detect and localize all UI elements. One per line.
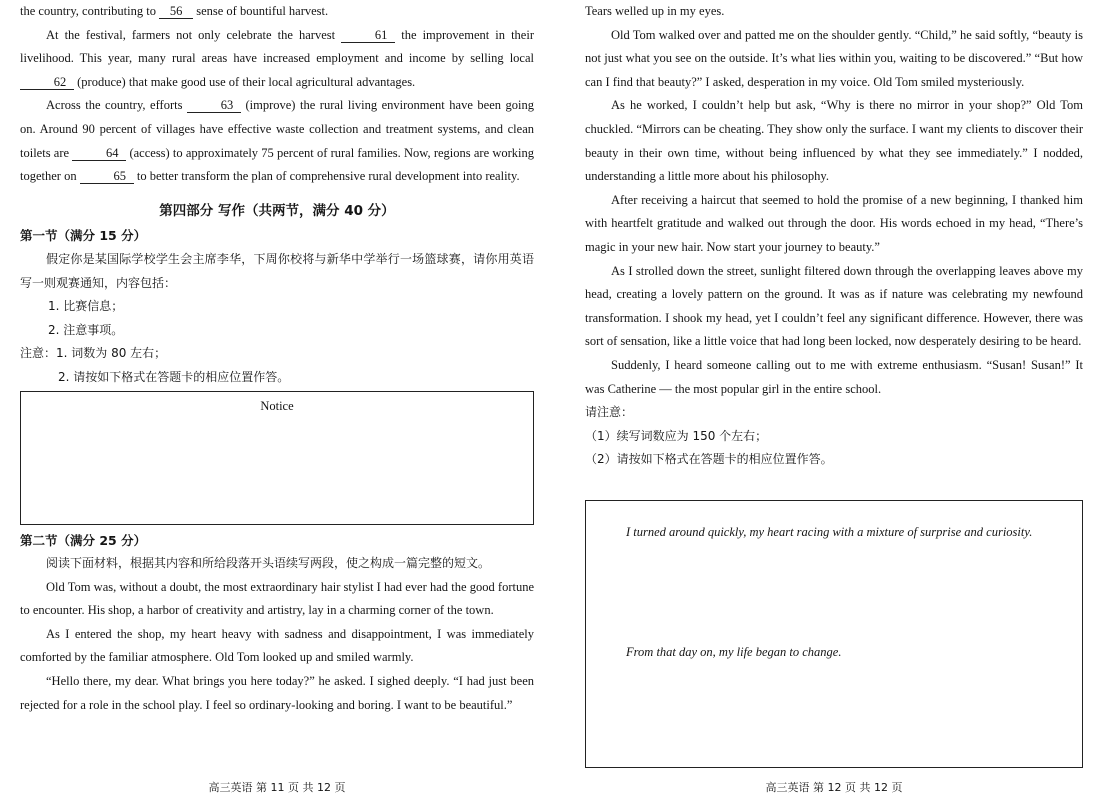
paragraph-rural-environment: Across the country, efforts 63 (improve) the rural living environment have been going on. Around 90 percent of villages have effective waste collection and treatment systems, and clean toilets are 64 (access) to approximately 75 percent of rural families. Now, regions are working together on 65 to better transform the plan of comprehensive rural development into reality. [20,98,534,184]
blank-62: 62 [20,75,74,90]
page-footer-12: 高三英语 第 12 页 共 12 页 [765,781,903,794]
blank-63: 63 [187,98,241,113]
page-footer-11: 高三英语 第 11 页 共 12 页 [208,781,346,794]
continuation-answer-box [585,500,1083,768]
part4-title: 第四部分 写作（共两节，满分 40 分） [159,202,395,219]
continuation-opening-line-2: From that day on, my life began to change. [626,645,842,659]
paragraph-harvest-end: the country, contributing to 56 sense of bountiful harvest. [20,4,329,18]
notice-answer-box [20,391,534,525]
section1-title: 第一节（满分 15 分） [20,228,147,244]
section1-prompt: 假定你是某国际学校学生会主席李华，下周你校将与新华中学举行一场篮球赛，请你用英语写一则观赛通知，内容包括： [20,251,534,290]
story-paragraph-street: As I strolled down the street, sunlight filtered down through the overlapping leaves above my head, creating a lovely pattern on the ground. It was as if nature was celebrating my newfound transformation. I shook my head, yet I couldn’t feel any significant difference. However, there was sort of sensation, like a little voice that had long been locked, now desperately desiring to be heard. [585,263,1083,349]
note-2: （2）请按如下格式在答题卡的相应位置作答。 [585,452,833,467]
section2-prompt: 阅读下面材料，根据其内容和所给段落开头语续写两段，使之构成一篇完整的短文。 [46,556,491,571]
story-paragraph-2: As I entered the shop, my heart heavy with sadness and disappointment, I was immediately comforted by the familiar atmosphere. Old Tom looked up and smiled warmly. [20,626,534,665]
story-paragraph-mirror: As he worked, I couldn’t help but ask, “Why is there no mirror in your shop?” Old Tom chuckled. “Mirrors can be cheating. They show only the surface. I want my clients to discover their beauty in their own time, without being influenced by what they see immediately.” I nodded, understanding a little more about his philosophy. [585,98,1083,184]
blank-61: 61 [341,28,395,43]
note-1: （1）续写词数应为 150 个左右； [585,428,768,443]
notes-title: 请注意： [585,405,634,420]
story-paragraph-3: “Hello there, my dear. What brings you here today?” he asked. I sighed deeply. “I had just been rejected for a role in the school play. I feel so ordinary-looking and boring. I want to be beautiful.” [20,674,534,712]
blank-65: 65 [80,169,134,184]
right-page [585,0,1083,800]
section1-note-2: 2. 请按如下格式在答题卡的相应位置作答。 [58,369,290,384]
paragraph-festival: At the festival, farmers not only celebrate the harvest 61 the improvement in their livelihood. This year, many rural areas have increased employment and income by selling local 62 (produce) that make good use of their local agricultural advantages. [20,27,534,89]
continuation-opening-line-1: I turned around quickly, my heart racing with a mixture of surprise and curiosity. [626,525,1033,539]
section2-title: 第二节（满分 25 分） [20,532,147,548]
notice-box-title: Notice [260,398,294,413]
blank-64: 64 [72,146,126,161]
story-paragraph-tears: Tears welled up in my eyes. [585,4,725,18]
section1-item-2: 2. 注意事项。 [48,322,124,337]
section1-note-1: 注意：1. 词数为 80 左右； [20,346,167,361]
left-page [20,0,534,800]
story-paragraph-1: Old Tom was, without a doubt, the most extraordinary hair stylist I had ever had the good fortune to encounter. His shop, a harbor of creativity and artistry, lay in a charming corner of the town. [20,579,534,618]
section1-item-1: 1. 比赛信息； [48,299,124,314]
story-paragraph-catherine: Suddenly, I heard someone calling out to me with extreme enthusiasm. “Susan! Susan!” It was Catherine — the most popular girl in the entire school. [585,357,1083,396]
blank-56: 56 [159,4,193,19]
story-paragraph-haircut: After receiving a haircut that seemed to hold the promise of a new beginning, I thanked him with heartfelt gratitude and walked out through the door. His words echoed in my head, “There’s magic in your new hair. Now start your journey to beauty.” [585,192,1083,254]
story-paragraph-beauty: Old Tom walked over and patted me on the shoulder gently. “Child,” he said softly, “beauty is not just what you see on the outside. It’s what lies within you, waiting to be discovered.” “But how can I find that beauty?” I asked, desperation in my voice. Old Tom smiled mysteriously. [585,27,1083,89]
